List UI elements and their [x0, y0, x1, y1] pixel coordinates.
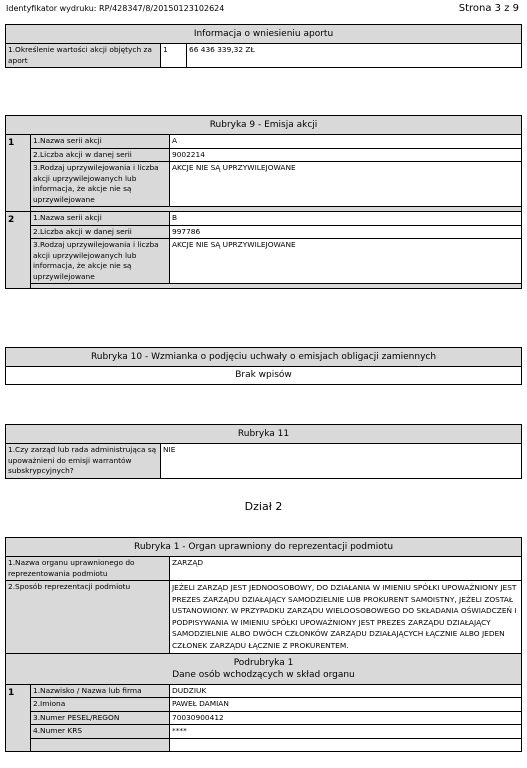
aport-table	[5, 24, 522, 68]
field-value: AKCJE NIE SĄ UPRZYWILEJOWANE	[170, 162, 522, 207]
field-value: A	[170, 135, 522, 149]
entry-number: 1	[6, 135, 31, 212]
field-label: 2.Liczba akcji w danej serii	[31, 225, 170, 239]
field-value	[170, 738, 522, 751]
podrubryka-title: Podrubryka 1	[233, 657, 294, 668]
podrubryka-header	[6, 653, 522, 684]
field-label: 3.Rodzaj uprzywilejowania i liczba akcji uprzywilejowanych lub informacja, że akcje nie są uprzywilejowane	[31, 162, 170, 207]
entry-number: 2	[6, 212, 31, 289]
sposob-label: 2.Sposób reprezentacji podmiotu	[6, 581, 170, 654]
dzial2-rubryka1-table	[5, 537, 522, 752]
field-label: 1.Nazwa serii akcji	[31, 212, 170, 226]
aport-row-value: 66 436 339,32 ZŁ	[187, 44, 522, 68]
rubryka11-row-label: 1.Czy zarząd lub rada administrująca są upoważnieni do emisji warrantów subskrypcyjnych?	[6, 444, 161, 479]
aport-row-label: 1.Określenie wartości akcji objętych za aport	[6, 44, 161, 68]
field-label: 1.Nazwa serii akcji	[31, 135, 170, 149]
rubryka9-table	[5, 115, 522, 289]
field-label: 4.Numer KRS	[31, 725, 170, 739]
field-label: 3.Numer PESEL/REGON	[31, 711, 170, 725]
field-value: DUDZIUK	[170, 684, 522, 698]
rubryka9-title: Rubryka 9 - Emisja akcji	[6, 116, 522, 135]
field-value: 9002214	[170, 148, 522, 162]
rubryka10-title: Rubryka 10 - Wzmianka o podjęciu uchwały o emisjach obligacji zamiennych	[6, 348, 522, 367]
podrubryka-subtitle: Dane osób wchodzących w skład organu	[172, 669, 355, 680]
organ-label: 1.Nazwa organu uprawnionego do reprezentowania podmiotu	[6, 557, 170, 581]
field-value: B	[170, 212, 522, 226]
field-value: PAWEŁ DAMIAN	[170, 698, 522, 712]
rubryka11-row-value: NIE	[161, 444, 522, 479]
organ-value: ZARZĄD	[170, 557, 522, 581]
dzial2-rubryka1-title: Rubryka 1 - Organ uprawniony do reprezentacji podmiotu	[6, 538, 522, 557]
page-number: Strona 3 z 9	[458, 3, 519, 14]
spacer-row	[31, 284, 522, 289]
person-number: 1	[6, 684, 31, 751]
field-label: 2.Liczba akcji w danej serii	[31, 148, 170, 162]
sposob-value: JEŻELI ZARZĄD JEST JEDNOOSOBOWY, DO DZIAŁANIA W IMIENIU SPÓŁKI UPOWAŻNIONY JEST PREZES ZARZĄDU DZIAŁAJĄCY SAMODZIELNIE LUB PROKURENT SAMOISTNY, JEŻELI ZOSTAŁ USTANOWIONY. W PRZYPADKU ZARZĄDU WIELOOSOBOWEGO DO SKŁADANIA OŚWIADCZEŃ I PODPISYWANIA W IMIENIU SPÓŁKI UPOWAŻNIONY JEST PREZES ZARZĄDU DZIAŁAJĄCY SAMODZIELNIE ALBO DWÓCH CZŁONKÓW ZARZĄDU DZIAŁAJĄCYCH ŁĄCZNIE ALBO JEDEN CZŁONEK ZARZĄDU ŁĄCZNIE Z PROKURENTEM.	[170, 581, 522, 654]
field-value: 70030900412	[170, 711, 522, 725]
section-title: Dział 2	[244, 500, 283, 513]
field-label	[31, 738, 170, 751]
rubryka11-title: Rubryka 11	[6, 425, 522, 444]
field-label: 2.Imiona	[31, 698, 170, 712]
rubryka11-table	[5, 424, 522, 479]
field-value: AKCJE NIE SĄ UPRZYWILEJOWANE	[170, 239, 522, 284]
field-value: ****	[170, 725, 522, 739]
aport-row-num: 1	[161, 44, 187, 68]
field-label: 1.Nazwisko / Nazwa lub firma	[31, 684, 170, 698]
rubryka10-empty: Brak wpisów	[6, 367, 522, 385]
aport-title: Informacja o wniesieniu aportu	[6, 25, 522, 44]
field-value: 997786	[170, 225, 522, 239]
field-label: 3.Rodzaj uprzywilejowania i liczba akcji uprzywilejowanych lub informacja, że akcje nie są uprzywilejowane	[31, 239, 170, 284]
print-identifier: Identyfikator wydruku: RP/428347/8/20150123102624	[6, 4, 225, 13]
rubryka10-table	[5, 347, 522, 385]
